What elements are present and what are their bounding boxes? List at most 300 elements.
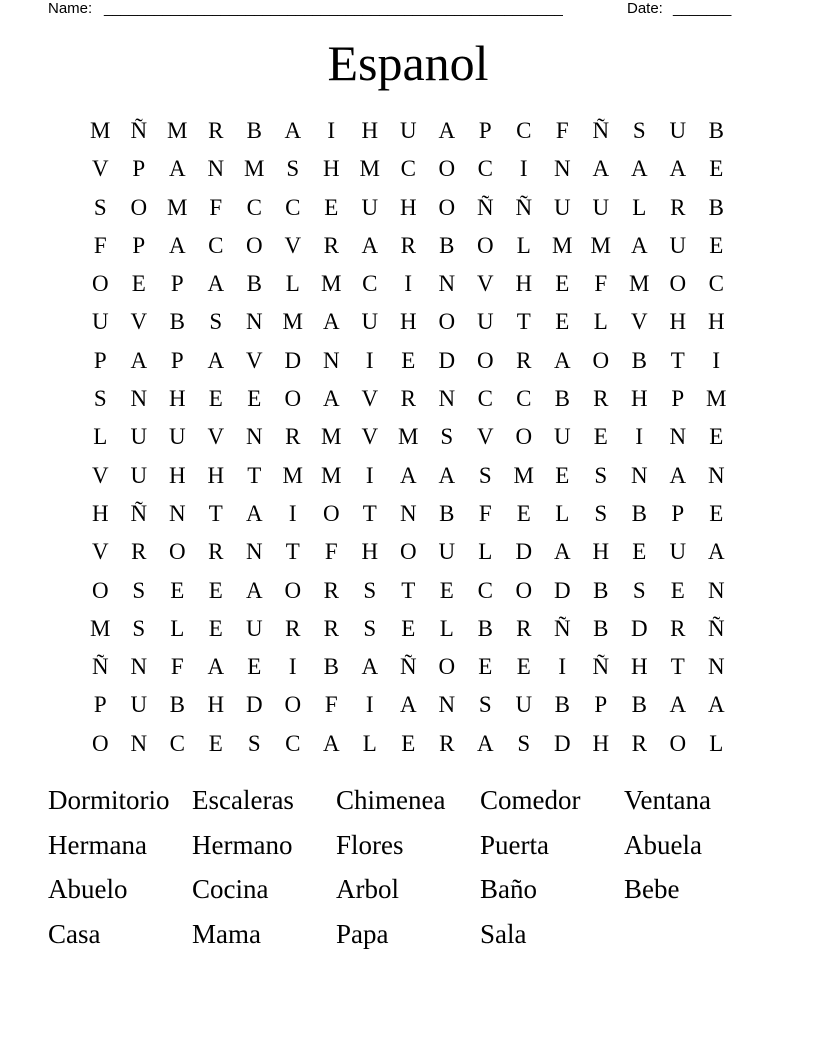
grid-cell: M (398, 424, 419, 450)
grid-cell: H (207, 462, 225, 488)
grid-cell: S (132, 615, 146, 641)
grid-cell: T (401, 577, 416, 603)
grid-cell: H (168, 462, 186, 488)
grid-cell: H (669, 309, 687, 335)
grid-cell: O (91, 730, 109, 756)
grid-cell: U (476, 309, 494, 335)
grid-cell: C (708, 271, 724, 297)
word-list-item: Abuela (624, 829, 702, 860)
grid-cell: U (361, 309, 379, 335)
grid-cell: B (554, 692, 570, 718)
word-list-item: Sala (480, 919, 527, 950)
date-line: _______ (673, 0, 732, 17)
grid-cell: S (632, 118, 646, 143)
grid-cell: N (438, 271, 456, 297)
grid-cell: P (671, 500, 685, 526)
grid-cell: V (245, 347, 263, 373)
grid-cell: R (208, 539, 224, 565)
grid-cell: U (130, 462, 148, 488)
grid-cell: E (555, 271, 570, 297)
grid-cell: T (247, 462, 262, 488)
grid-cell: E (401, 347, 416, 373)
name-label: Name: (48, 0, 93, 17)
grid-cell: R (593, 386, 609, 412)
grid-cell: U (399, 118, 417, 143)
grid-cell: R (131, 539, 147, 565)
grid-cell: A (361, 654, 379, 680)
grid-cell: M (359, 156, 380, 182)
grid-cell: S (632, 577, 646, 603)
grid-cell: S (363, 577, 377, 603)
grid-cell: C (169, 730, 185, 756)
grid-cell: M (282, 309, 303, 335)
grid-cell: H (399, 194, 417, 220)
grid-cell: U (91, 309, 109, 335)
grid-cell: U (553, 424, 571, 450)
grid-cell: U (592, 194, 610, 220)
grid-cell: C (477, 156, 493, 182)
grid-cell: O (669, 730, 687, 756)
grid-cell: A (707, 692, 725, 718)
grid-cell: N (707, 462, 725, 488)
grid-cell: R (208, 118, 224, 143)
grid-cell: U (669, 232, 687, 258)
grid-cell: L (632, 194, 647, 220)
grid-cell: B (246, 271, 262, 297)
grid-cell: I (712, 347, 721, 373)
grid-cell: M (552, 232, 573, 258)
grid-cell: U (130, 424, 148, 450)
grid-cell: E (247, 654, 262, 680)
grid-cell: I (519, 156, 528, 182)
grid-cell: O (284, 386, 302, 412)
grid-cell: O (438, 654, 456, 680)
grid-cell: A (284, 118, 302, 143)
grid-cell: N (399, 500, 417, 526)
grid-cell: I (404, 271, 413, 297)
grid-cell: V (91, 462, 109, 488)
grid-cell: H (361, 539, 379, 565)
grid-cell: R (400, 232, 416, 258)
grid-cell: B (593, 577, 609, 603)
grid-cell: A (130, 347, 148, 373)
grid-cell: Ñ (91, 654, 109, 680)
grid-cell: R (516, 347, 532, 373)
grid-cell: H (399, 309, 417, 335)
grid-cell: O (284, 692, 302, 718)
grid-cell: A (245, 500, 263, 526)
grid-cell: A (168, 156, 186, 182)
date-label: Date: (627, 0, 663, 17)
grid-cell: B (708, 194, 724, 220)
grid-cell: H (361, 118, 379, 143)
grid-cell: P (170, 271, 184, 297)
grid-cell: Ñ (592, 118, 610, 143)
grid-cell: U (438, 539, 456, 565)
grid-cell: A (553, 347, 571, 373)
grid-cell: E (439, 577, 454, 603)
grid-cell: A (399, 692, 417, 718)
word-list-item: Flores (336, 829, 404, 860)
grid-cell: P (93, 692, 107, 718)
grid-cell: N (707, 577, 725, 603)
grid-cell: N (553, 156, 571, 182)
grid-cell: O (438, 194, 456, 220)
word-list-item: Dormitorio (48, 785, 170, 815)
grid-cell: D (284, 347, 302, 373)
grid-cell: M (706, 386, 727, 412)
grid-cell: M (90, 615, 111, 641)
word-list-item: Casa (48, 919, 101, 950)
grid-cell: Ñ (130, 118, 148, 143)
grid-cell: N (207, 156, 225, 182)
grid-cell: M (321, 271, 342, 297)
grid-cell: Ñ (553, 615, 571, 641)
word-list-item: Hermano (192, 829, 293, 860)
grid-cell: O (515, 577, 533, 603)
grid-cell: B (439, 500, 455, 526)
grid-cell: N (438, 692, 456, 718)
grid-cell: N (168, 500, 186, 526)
grid-cell: B (323, 654, 339, 680)
grid-cell: E (478, 654, 493, 680)
grid-cell: R (631, 730, 647, 756)
grid-cell: H (91, 500, 109, 526)
grid-cell: B (631, 500, 647, 526)
grid-cell: A (630, 232, 648, 258)
grid-cell: E (208, 577, 223, 603)
grid-cell: U (669, 118, 687, 143)
grid-cell: P (671, 386, 685, 412)
grid-cell: P (132, 156, 146, 182)
grid-cell: B (631, 347, 647, 373)
grid-cell: R (400, 386, 416, 412)
grid-cell: I (365, 462, 374, 488)
grid-cell: C (477, 577, 493, 603)
grid-cell: S (209, 309, 223, 335)
grid-cell: L (709, 730, 724, 756)
grid-cell: H (592, 539, 610, 565)
grid-cell: E (709, 232, 724, 258)
grid-cell: Ñ (476, 194, 494, 220)
grid-cell: N (245, 309, 263, 335)
grid-cell: O (91, 271, 109, 297)
grid-cell: N (130, 386, 148, 412)
grid-cell: M (244, 156, 265, 182)
grid-cell: U (361, 194, 379, 220)
grid-cell: R (285, 615, 301, 641)
grid-cell: E (709, 500, 724, 526)
word-list-item: Papa (336, 919, 389, 950)
grid-cell: A (592, 156, 610, 182)
grid-cell: R (323, 615, 339, 641)
grid-cell: O (438, 156, 456, 182)
grid-cell: V (130, 309, 148, 335)
grid-cell: I (288, 500, 297, 526)
grid-cell: P (478, 118, 492, 143)
grid-cell: E (632, 539, 647, 565)
grid-cell: A (476, 730, 494, 756)
grid-cell: E (516, 500, 531, 526)
grid-cell: C (285, 730, 301, 756)
grid-cell: S (478, 692, 492, 718)
grid-cell: A (669, 156, 687, 182)
grid-cell: M (282, 462, 303, 488)
grid-cell: A (322, 386, 340, 412)
grid-cell: H (322, 156, 340, 182)
grid-cell: F (170, 654, 184, 680)
grid-cell: H (630, 386, 648, 412)
grid-cell: C (400, 156, 416, 182)
grid-cell: N (245, 424, 263, 450)
grid-cell: M (513, 462, 534, 488)
grid-cell: E (670, 577, 685, 603)
grid-cell: C (285, 194, 301, 220)
grid-cell: A (438, 462, 456, 488)
grid-cell: P (132, 232, 146, 258)
grid-cell: A (399, 462, 417, 488)
grid-cell: E (324, 194, 339, 220)
grid-cell: A (553, 539, 571, 565)
grid-cell: L (362, 730, 377, 756)
grid-cell: M (321, 424, 342, 450)
grid-cell: O (322, 500, 340, 526)
grid-cell: C (362, 271, 378, 297)
grid-cell: E (208, 730, 223, 756)
grid-cell: E (131, 271, 146, 297)
grid-cell: E (170, 577, 185, 603)
grid-cell: B (554, 386, 570, 412)
grid-cell: A (245, 577, 263, 603)
grid-cell: P (93, 347, 107, 373)
word-search-grid (81, 112, 736, 763)
grid-cell: A (707, 539, 725, 565)
grid-cell: F (93, 232, 107, 258)
grid-cell: E (208, 386, 223, 412)
grid-cell: Ñ (515, 194, 533, 220)
grid-cell: V (361, 386, 379, 412)
grid-cell: O (476, 347, 494, 373)
grid-cell: S (594, 462, 608, 488)
grid-cell: F (209, 194, 223, 220)
grid-cell: D (245, 692, 263, 718)
grid-cell: U (130, 692, 148, 718)
grid-cell: E (401, 615, 416, 641)
grid-cell: I (635, 424, 644, 450)
word-list-item: Puerta (480, 829, 549, 860)
grid-cell: L (478, 539, 493, 565)
grid-cell: I (365, 347, 374, 373)
word-list-item: Chimenea (336, 785, 446, 815)
grid-cell: U (515, 692, 533, 718)
grid-cell: F (324, 539, 338, 565)
grid-cell: D (553, 730, 571, 756)
grid-cell: F (324, 692, 338, 718)
grid-cell: O (399, 539, 417, 565)
grid-cell: Ñ (130, 500, 148, 526)
grid-cell: V (476, 424, 494, 450)
grid-cell: L (439, 615, 454, 641)
grid-cell: U (245, 615, 263, 641)
grid-cell: N (669, 424, 687, 450)
grid-cell: S (93, 386, 107, 412)
grid-cell: S (93, 194, 107, 220)
grid-cell: O (130, 194, 148, 220)
grid-cell: S (363, 615, 377, 641)
grid-cell: V (630, 309, 648, 335)
grid-cell: U (669, 539, 687, 565)
grid-cell: B (169, 309, 185, 335)
grid-cell: B (708, 118, 724, 143)
grid-cell: L (285, 271, 300, 297)
grid-cell: M (167, 118, 188, 143)
grid-cell: C (246, 194, 262, 220)
grid-cell: E (709, 424, 724, 450)
grid-cell: E (555, 309, 570, 335)
grid-cell: R (670, 615, 686, 641)
grid-cell: D (515, 539, 533, 565)
grid-cell: A (207, 654, 225, 680)
grid-cell: R (670, 194, 686, 220)
grid-cell: H (592, 730, 610, 756)
grid-cell: V (361, 424, 379, 450)
grid-cell: U (553, 194, 571, 220)
grid-cell: Ñ (707, 615, 725, 641)
grid-cell: F (555, 118, 569, 143)
grid-cell: H (168, 386, 186, 412)
grid-cell: A (669, 462, 687, 488)
grid-cell: H (707, 309, 725, 335)
grid-cell: T (516, 309, 531, 335)
grid-cell: E (247, 386, 262, 412)
grid-cell: B (631, 692, 647, 718)
grid-cell: C (208, 232, 224, 258)
grid-cell: M (90, 118, 111, 143)
grid-cell: I (558, 654, 567, 680)
grid-cell: E (709, 156, 724, 182)
word-list-item: Escaleras (192, 785, 294, 815)
grid-cell: C (516, 386, 532, 412)
grid-cell: V (476, 271, 494, 297)
grid-cell: A (438, 118, 456, 143)
grid-cell: H (515, 271, 533, 297)
grid-cell: L (516, 232, 531, 258)
grid-cell: V (207, 424, 225, 450)
grid-cell: A (669, 692, 687, 718)
grid-cell: S (440, 424, 454, 450)
grid-cell: O (592, 347, 610, 373)
grid-cell: D (630, 615, 648, 641)
grid-cell: O (168, 539, 186, 565)
grid-cell: B (169, 692, 185, 718)
grid-cell: M (629, 271, 650, 297)
grid-cell: H (630, 654, 648, 680)
grid-cell: N (630, 462, 648, 488)
grid-cell: N (130, 730, 148, 756)
grid-cell: I (288, 654, 297, 680)
grid-cell: V (91, 539, 109, 565)
grid-cell: L (93, 424, 108, 450)
grid-cell: O (245, 232, 263, 258)
grid-cell: V (91, 156, 109, 182)
grid-cell: C (477, 386, 493, 412)
grid-cell: R (516, 615, 532, 641)
grid-cell: A (322, 730, 340, 756)
grid-cell: P (170, 347, 184, 373)
grid-cell: M (167, 194, 188, 220)
name-line: _______________________________________________________ (104, 0, 563, 17)
grid-cell: I (327, 118, 336, 143)
grid-cell: T (670, 654, 685, 680)
word-list-item: Comedor (480, 785, 581, 815)
grid-cell: O (438, 309, 456, 335)
grid-cell: N (322, 347, 340, 373)
grid-cell: B (477, 615, 493, 641)
grid-cell: R (285, 424, 301, 450)
word-list-item: Arbol (336, 874, 399, 905)
grid-cell: T (362, 500, 377, 526)
grid-cell: A (207, 271, 225, 297)
grid-cell: A (322, 309, 340, 335)
grid-cell: N (707, 654, 725, 680)
grid-cell: M (590, 232, 611, 258)
grid-cell: S (594, 500, 608, 526)
grid-cell: O (669, 271, 687, 297)
grid-cell: F (478, 500, 492, 526)
grid-cell: S (286, 156, 300, 182)
grid-cell: C (516, 118, 532, 143)
grid-cell: E (516, 654, 531, 680)
word-list-item: Cocina (192, 874, 269, 905)
grid-cell: M (321, 462, 342, 488)
grid-cell: F (594, 271, 608, 297)
grid-cell: E (555, 462, 570, 488)
grid-cell: S (247, 730, 261, 756)
grid-cell: O (476, 232, 494, 258)
grid-cell: E (208, 615, 223, 641)
word-list-item: Ventana (624, 785, 711, 815)
grid-cell: H (207, 692, 225, 718)
grid-cell: N (438, 386, 456, 412)
grid-cell: O (91, 577, 109, 603)
grid-cell: A (361, 232, 379, 258)
grid-cell: S (132, 577, 146, 603)
grid-cell: P (594, 692, 608, 718)
grid-cell: A (207, 347, 225, 373)
word-list-item: Bebe (624, 874, 680, 905)
grid-cell: R (323, 232, 339, 258)
grid-cell: E (593, 424, 608, 450)
grid-cell: L (593, 309, 608, 335)
grid-cell: Ñ (592, 654, 610, 680)
grid-cell: O (515, 424, 533, 450)
grid-cell: A (630, 156, 648, 182)
grid-cell: R (439, 730, 455, 756)
word-list (48, 778, 768, 957)
word-list-item: Mama (192, 919, 261, 950)
grid-cell: N (245, 539, 263, 565)
grid-cell: A (168, 232, 186, 258)
grid-cell: N (130, 654, 148, 680)
grid-cell: E (401, 730, 416, 756)
grid-cell: D (553, 577, 571, 603)
grid-cell: R (323, 577, 339, 603)
grid-cell: B (246, 118, 262, 143)
word-list-item: Hermana (48, 829, 147, 860)
header (48, 0, 748, 20)
grid-cell: B (593, 615, 609, 641)
grid-cell: T (285, 539, 300, 565)
